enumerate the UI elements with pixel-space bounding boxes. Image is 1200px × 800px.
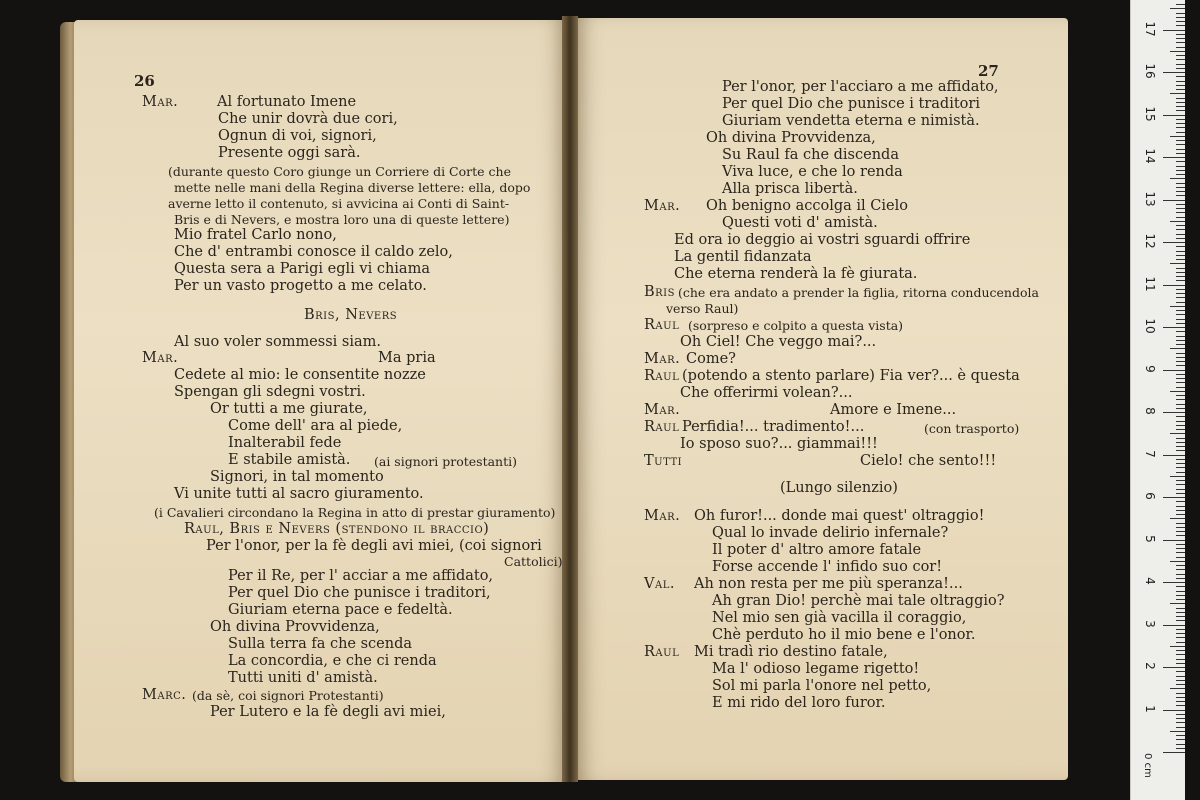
text-line: La concordia, e che ci renda bbox=[228, 653, 437, 669]
ruler-tick bbox=[1170, 93, 1185, 94]
text-line: (potendo a stento parlare) Fia ver?... è questa bbox=[682, 368, 1020, 384]
ruler-tick bbox=[1176, 110, 1185, 111]
ruler-tick bbox=[1176, 608, 1185, 609]
ruler-tick bbox=[1176, 484, 1185, 485]
ruler-tick bbox=[1176, 578, 1185, 579]
ruler-tick bbox=[1176, 493, 1185, 494]
text-line: Cielo! che sento!!! bbox=[860, 453, 997, 469]
speaker-name: Bris bbox=[644, 284, 675, 300]
ruler-tick bbox=[1176, 442, 1185, 443]
ruler-number: 17 bbox=[1143, 20, 1157, 37]
text-line: Qual lo invade delirio infernale? bbox=[712, 525, 949, 541]
text-line: Per il Re, per l' acciar a me affidato, bbox=[228, 568, 494, 584]
ruler-number: 4 bbox=[1143, 577, 1157, 585]
ruler-tick bbox=[1176, 336, 1185, 337]
text-line: Mio fratel Carlo nono, bbox=[174, 227, 337, 243]
ruler-tick bbox=[1170, 306, 1185, 307]
ruler-tick bbox=[1176, 268, 1185, 269]
speaker-name: Raul bbox=[644, 368, 680, 384]
text-line: Giuriam eterna pace e fedeltà. bbox=[228, 602, 453, 618]
text-line: Per l'onor, per la fè degli avi miei, (coi signori bbox=[206, 538, 542, 554]
speaker-name: Val. bbox=[644, 576, 675, 592]
text-line: Su Raul fa che discenda bbox=[722, 147, 899, 163]
ruler-tick bbox=[1163, 115, 1185, 116]
text-line: averne letto il contenuto, si avvicina ai Conti di Saint- bbox=[168, 196, 510, 211]
ruler-tick bbox=[1176, 102, 1185, 103]
text-line: Al suo voler sommessi siam. bbox=[174, 334, 381, 350]
text-line: Presente oggi sarà. bbox=[218, 145, 361, 161]
text-line: E mi rido del loro furor. bbox=[712, 695, 886, 711]
ruler-number: 13 bbox=[1143, 190, 1157, 207]
speaker-name: Mar. bbox=[142, 350, 179, 366]
ruler-tick bbox=[1176, 255, 1185, 256]
text-line: Vi unite tutti al sacro giuramento. bbox=[174, 486, 424, 502]
ruler-tick bbox=[1176, 416, 1185, 417]
ruler-tick bbox=[1176, 718, 1185, 719]
speaker-name: Raul bbox=[644, 317, 680, 333]
text-line: Che offerirmi volean?... bbox=[680, 385, 853, 401]
ruler-tick bbox=[1176, 183, 1185, 184]
ruler-number: 2 bbox=[1143, 662, 1157, 670]
text-line: (durante questo Coro giunge un Corriere di Corte che bbox=[168, 164, 511, 179]
ruler-tick bbox=[1176, 191, 1185, 192]
ruler-tick bbox=[1176, 446, 1185, 447]
ruler-tick bbox=[1176, 450, 1185, 451]
ruler-number: 6 bbox=[1143, 492, 1157, 500]
ruler-tick bbox=[1176, 314, 1185, 315]
text-line: Per quel Dio che punisce i traditori bbox=[722, 96, 980, 112]
ruler-tick bbox=[1176, 174, 1185, 175]
text-line: Nel mio sen già vacilla il coraggio, bbox=[712, 610, 967, 626]
ruler-tick bbox=[1176, 697, 1185, 698]
text-line: (sorpreso e colpito a questa vista) bbox=[688, 318, 904, 333]
ruler-tick bbox=[1163, 200, 1185, 201]
stage-direction: (con trasporto) bbox=[924, 421, 1020, 436]
text-line: (che era andato a prender la figlia, ritorna conducendola bbox=[678, 285, 1039, 300]
ruler-tick bbox=[1176, 17, 1185, 18]
ruler-tick bbox=[1163, 752, 1185, 753]
ruler-tick bbox=[1163, 455, 1185, 456]
text-line: Per l'onor, per l'acciaro a me affidato, bbox=[722, 79, 999, 95]
text-line: Spengan gli sdegni vostri. bbox=[174, 384, 366, 400]
text-line: Questa sera a Parigi egli vi chiama bbox=[174, 261, 430, 277]
ruler-tick bbox=[1176, 272, 1185, 273]
ruler-tick bbox=[1170, 8, 1185, 9]
ruler-tick bbox=[1176, 459, 1185, 460]
ruler-tick bbox=[1163, 242, 1185, 243]
speaker-name: Marc. bbox=[142, 687, 187, 703]
ruler-number: 14 bbox=[1143, 148, 1157, 164]
ruler-tick bbox=[1176, 421, 1185, 422]
ruler-tick bbox=[1176, 4, 1185, 5]
ruler-tick bbox=[1176, 55, 1185, 56]
ruler-tick bbox=[1176, 89, 1185, 90]
ruler-tick bbox=[1176, 748, 1185, 749]
ruler-tick bbox=[1176, 548, 1185, 549]
ruler-tick bbox=[1176, 170, 1185, 171]
ruler-tick bbox=[1176, 344, 1185, 345]
ruler-tick bbox=[1176, 123, 1185, 124]
ruler-tick bbox=[1176, 323, 1185, 324]
ruler-tick bbox=[1176, 404, 1185, 405]
ruler-number: 5 bbox=[1143, 534, 1157, 543]
ruler-tick bbox=[1176, 735, 1185, 736]
right-page bbox=[574, 18, 1068, 780]
ruler-tick bbox=[1176, 259, 1185, 260]
ruler-tick bbox=[1176, 552, 1185, 553]
ruler-tick bbox=[1170, 518, 1185, 519]
ruler-tick bbox=[1176, 514, 1185, 515]
text-line: Il poter d' altro amore fatale bbox=[712, 542, 922, 558]
page-number-left: 26 bbox=[134, 72, 155, 90]
ruler-tick bbox=[1176, 229, 1185, 230]
ruler-number: 11 bbox=[1143, 275, 1157, 292]
ruler-tick bbox=[1176, 705, 1185, 706]
ruler-number: 1 bbox=[1143, 704, 1157, 713]
ruler-tick bbox=[1176, 64, 1185, 65]
ruler-tick bbox=[1176, 161, 1185, 162]
text-line: Per un vasto progetto a me celato. bbox=[174, 278, 427, 294]
text-line: Oh benigno accolga il Cielo bbox=[706, 198, 908, 214]
ruler-tick bbox=[1176, 591, 1185, 592]
ruler-tick bbox=[1176, 684, 1185, 685]
ruler-tick bbox=[1176, 510, 1185, 511]
ruler-number: 3 bbox=[1143, 619, 1157, 628]
ruler-tick bbox=[1176, 76, 1185, 77]
ruler-tick bbox=[1176, 595, 1185, 596]
ruler-tick bbox=[1176, 212, 1185, 213]
ruler-tick bbox=[1176, 340, 1185, 341]
ruler-number: 12 bbox=[1143, 233, 1157, 249]
ruler-tick bbox=[1176, 357, 1185, 358]
ruler-tick bbox=[1163, 285, 1185, 286]
ruler-tick bbox=[1176, 408, 1185, 409]
text-line: Giuriam vendetta eterna e nimistà. bbox=[722, 113, 980, 129]
ruler-tick bbox=[1176, 544, 1185, 545]
ruler-tick bbox=[1176, 47, 1185, 48]
text-line: Che d' entrambi conosce il caldo zelo, bbox=[174, 244, 453, 260]
ruler-tick bbox=[1176, 429, 1185, 430]
ruler-tick bbox=[1163, 327, 1185, 328]
text-line: Oh Ciel! Che veggo mai?... bbox=[680, 334, 877, 350]
text-line: Ed ora io deggio ai vostri sguardi offrire bbox=[674, 232, 971, 248]
ruler-tick bbox=[1170, 136, 1185, 137]
ruler-tick bbox=[1176, 727, 1185, 728]
ruler-tick bbox=[1176, 81, 1185, 82]
ruler-tick bbox=[1176, 722, 1185, 723]
ruler-tick bbox=[1176, 744, 1185, 745]
ruler-tick bbox=[1176, 612, 1185, 613]
text-line: Sol mi parla l'onore nel petto, bbox=[712, 678, 932, 694]
ruler-tick bbox=[1176, 680, 1185, 681]
ruler-tick bbox=[1170, 51, 1185, 52]
open-book bbox=[60, 14, 1068, 786]
ruler-tick bbox=[1176, 523, 1185, 524]
text-line: Che eterna renderà la fè giurata. bbox=[674, 266, 918, 282]
ruler-tick bbox=[1176, 629, 1185, 630]
ruler-tick bbox=[1176, 654, 1185, 655]
ruler-tick bbox=[1170, 348, 1185, 349]
ruler-tick bbox=[1176, 289, 1185, 290]
ruler-tick bbox=[1176, 527, 1185, 528]
ruler-tick bbox=[1163, 30, 1185, 31]
left-page bbox=[74, 20, 568, 782]
ruler-tick bbox=[1176, 106, 1185, 107]
ruler-tick bbox=[1176, 425, 1185, 426]
ruler-tick bbox=[1176, 153, 1185, 154]
ruler-tick bbox=[1176, 319, 1185, 320]
text-line: verso Raul) bbox=[666, 301, 739, 316]
book-gutter bbox=[562, 16, 578, 782]
text-line: Oh divina Provvidenza, bbox=[706, 130, 876, 146]
ruler-tick bbox=[1176, 620, 1185, 621]
ruler-tick bbox=[1176, 353, 1185, 354]
ruler-tick bbox=[1176, 616, 1185, 617]
ruler-tick bbox=[1176, 98, 1185, 99]
ruler-number: 16 bbox=[1143, 63, 1157, 79]
ruler-tick bbox=[1170, 178, 1185, 179]
ruler-tick bbox=[1176, 399, 1185, 400]
ruler-tick bbox=[1176, 374, 1185, 375]
ruler-tick bbox=[1176, 149, 1185, 150]
ruler-number: 7 bbox=[1143, 449, 1157, 458]
text-line: Sulla terra fa che scenda bbox=[228, 636, 413, 652]
ruler-tick bbox=[1163, 72, 1185, 73]
ruler-tick bbox=[1170, 221, 1185, 222]
ruler-tick bbox=[1170, 391, 1185, 392]
ruler-number: 9 bbox=[1143, 364, 1157, 373]
ruler-tick bbox=[1176, 506, 1185, 507]
ruler-tick bbox=[1176, 714, 1185, 715]
ruler-tick bbox=[1176, 68, 1185, 69]
ruler-tick bbox=[1176, 331, 1185, 332]
ruler-tick bbox=[1176, 642, 1185, 643]
text-line: Tutti uniti d' amistà. bbox=[228, 670, 378, 686]
ruler-tick bbox=[1176, 489, 1185, 490]
ruler-tick bbox=[1176, 144, 1185, 145]
ruler-tick bbox=[1176, 195, 1185, 196]
text-line: Signori, in tal momento bbox=[210, 469, 384, 485]
ruler-tick bbox=[1176, 535, 1185, 536]
ruler-tick bbox=[1176, 501, 1185, 502]
ruler-tick bbox=[1176, 365, 1185, 366]
ruler-tick bbox=[1176, 127, 1185, 128]
ruler-tick bbox=[1176, 217, 1185, 218]
ruler-tick bbox=[1176, 676, 1185, 677]
ruler-tick bbox=[1176, 234, 1185, 235]
ruler-tick bbox=[1176, 382, 1185, 383]
ruler-tick bbox=[1170, 688, 1185, 689]
ruler-tick bbox=[1176, 293, 1185, 294]
ruler-tick bbox=[1163, 540, 1185, 541]
ruler-number: 10 bbox=[1143, 318, 1157, 334]
ruler-tick bbox=[1176, 472, 1185, 473]
ruler-tick bbox=[1163, 667, 1185, 668]
ruler-tick bbox=[1176, 310, 1185, 311]
speaker-name: Tutti bbox=[644, 453, 683, 469]
ruler-tick bbox=[1176, 650, 1185, 651]
text-line: Oh furor!... donde mai quest' oltraggio! bbox=[694, 508, 985, 524]
ruler-tick bbox=[1176, 463, 1185, 464]
ruler-tick bbox=[1163, 582, 1185, 583]
text-line: Per quel Dio che punisce i traditori, bbox=[228, 585, 491, 601]
text-line: Che unir dovrà due cori, bbox=[218, 111, 398, 127]
text-line: Questi voti d' amistà. bbox=[722, 215, 878, 231]
ruler-tick bbox=[1163, 370, 1185, 371]
text-line: Bris e di Nevers, e mostra loro una di queste lettere) bbox=[174, 212, 510, 227]
ruler-tick bbox=[1176, 246, 1185, 247]
ruler-tick bbox=[1176, 633, 1185, 634]
text-line: Come? bbox=[686, 351, 736, 367]
speaker-name: Raul bbox=[644, 419, 680, 435]
text-line: Ma l' odioso legame rigetto! bbox=[712, 661, 920, 677]
ruler-tick bbox=[1176, 659, 1185, 660]
ruler-tick bbox=[1170, 433, 1185, 434]
text-line: Perfidia!... tradimento!... bbox=[682, 419, 865, 435]
ruler-tick bbox=[1170, 476, 1185, 477]
ruler-tick bbox=[1176, 531, 1185, 532]
text-line: La gentil fidanzata bbox=[674, 249, 812, 265]
text-line: Mi tradì rio destino fatale, bbox=[694, 644, 888, 660]
ruler-tick bbox=[1176, 132, 1185, 133]
ruler-number: 8 bbox=[1143, 407, 1157, 415]
ruler-tick bbox=[1170, 603, 1185, 604]
text-line: Raul, Bris e Nevers (stendono il braccio) bbox=[184, 521, 490, 537]
text-line: (da sè, coi signori Protestanti) bbox=[192, 688, 384, 703]
ruler-tick bbox=[1176, 204, 1185, 205]
text-line: Amore e Imene... bbox=[830, 402, 957, 418]
text-line: Oh divina Provvidenza, bbox=[210, 619, 380, 635]
ruler-tick bbox=[1176, 166, 1185, 167]
text-line: Cedete al mio: le consentite nozze bbox=[174, 367, 426, 383]
speaker-name: Mar. bbox=[644, 508, 681, 524]
text-line: Ah non resta per me più speranza!... bbox=[694, 576, 963, 592]
ruler-tick bbox=[1176, 187, 1185, 188]
page-number-right: 27 bbox=[978, 62, 999, 80]
ruler-tick bbox=[1170, 646, 1185, 647]
ruler-tick bbox=[1176, 671, 1185, 672]
text-line: (Lungo silenzio) bbox=[780, 480, 898, 496]
ruler-tick bbox=[1176, 467, 1185, 468]
text-line: Bris, Nevers bbox=[304, 307, 398, 323]
ruler-tick bbox=[1176, 225, 1185, 226]
ruler-tick bbox=[1176, 693, 1185, 694]
ruler-tick bbox=[1176, 480, 1185, 481]
ruler-tick bbox=[1176, 280, 1185, 281]
ruler-tick bbox=[1176, 569, 1185, 570]
ruler-tick bbox=[1163, 497, 1185, 498]
stage-direction: (ai signori protestanti) bbox=[374, 454, 517, 469]
ruler-tick bbox=[1176, 85, 1185, 86]
ruler-tick bbox=[1176, 361, 1185, 362]
ruler-tick bbox=[1176, 739, 1185, 740]
ruler-tick bbox=[1170, 731, 1185, 732]
ruler-tick bbox=[1176, 663, 1185, 664]
text-line: Chè perduto ho il mio bene e l'onor. bbox=[712, 627, 976, 643]
ruler-tick bbox=[1176, 38, 1185, 39]
text-line: Al fortunato Imene bbox=[217, 94, 357, 110]
ruler-tick bbox=[1176, 21, 1185, 22]
ruler-tick bbox=[1176, 208, 1185, 209]
text-line: Ma pria bbox=[378, 350, 436, 366]
ruler-tick bbox=[1176, 387, 1185, 388]
text-line: Io sposo suo?... giammai!!! bbox=[680, 436, 878, 452]
ruler-tick bbox=[1176, 599, 1185, 600]
ruler-tick bbox=[1176, 297, 1185, 298]
ruler-number: 15 bbox=[1143, 105, 1157, 122]
ruler-tick bbox=[1176, 565, 1185, 566]
speaker-name: Mar. bbox=[142, 94, 179, 110]
text-line: Viva luce, e che lo renda bbox=[722, 164, 903, 180]
ruler-tick bbox=[1170, 561, 1185, 562]
text-line: mette nelle mani della Regina diverse lettere: ella, dopo bbox=[174, 180, 531, 195]
text-line: Ognun di voi, signori, bbox=[218, 128, 377, 144]
speaker-name: Mar. bbox=[644, 198, 681, 214]
speaker-name: Mar. bbox=[644, 402, 681, 418]
text-line: Ah gran Dio! perchè mai tale oltraggio? bbox=[712, 593, 1005, 609]
ruler-tick bbox=[1176, 574, 1185, 575]
ruler-tick bbox=[1163, 157, 1185, 158]
text-line: Alla prisca libertà. bbox=[722, 181, 858, 197]
ruler-tick bbox=[1176, 701, 1185, 702]
ruler-tick bbox=[1163, 625, 1185, 626]
ruler-tick bbox=[1176, 586, 1185, 587]
ruler-tick bbox=[1176, 637, 1185, 638]
ruler-tick bbox=[1176, 59, 1185, 60]
ruler-tick bbox=[1176, 395, 1185, 396]
ruler-tick bbox=[1170, 263, 1185, 264]
speaker-name: Raul bbox=[644, 644, 680, 660]
ruler-tick bbox=[1176, 238, 1185, 239]
ruler-tick bbox=[1176, 119, 1185, 120]
ruler-tick bbox=[1176, 140, 1185, 141]
text-line: Per Lutero e la fè degli avi miei, bbox=[210, 704, 446, 720]
text-line: Cattolici) bbox=[504, 554, 563, 569]
ruler-tick bbox=[1176, 34, 1185, 35]
ruler-unit: 0 cm bbox=[1141, 753, 1153, 778]
ruler-tick bbox=[1176, 13, 1185, 14]
ruler-tick bbox=[1176, 251, 1185, 252]
ruler-tick bbox=[1176, 378, 1185, 379]
text-line: Come dell' ara al piede, bbox=[228, 418, 403, 434]
text-line: Forse accende l' infido suo cor! bbox=[712, 559, 943, 575]
ruler-tick bbox=[1163, 710, 1185, 711]
speaker-name: Mar. bbox=[644, 351, 681, 367]
ruler-tick bbox=[1176, 276, 1185, 277]
text-line: Inalterabil fede bbox=[228, 435, 342, 451]
text-line: Or tutti a me giurate, bbox=[210, 401, 368, 417]
text-line: E stabile amistà. bbox=[228, 452, 351, 468]
measuring-ruler bbox=[1130, 0, 1185, 800]
ruler-tick bbox=[1176, 42, 1185, 43]
text-line: (i Cavalieri circondano la Regina in atto di prestar giuramento) bbox=[154, 505, 556, 520]
ruler-tick bbox=[1176, 25, 1185, 26]
ruler-tick bbox=[1163, 412, 1185, 413]
ruler-tick bbox=[1176, 302, 1185, 303]
ruler-tick bbox=[1176, 557, 1185, 558]
ruler-tick bbox=[1176, 438, 1185, 439]
